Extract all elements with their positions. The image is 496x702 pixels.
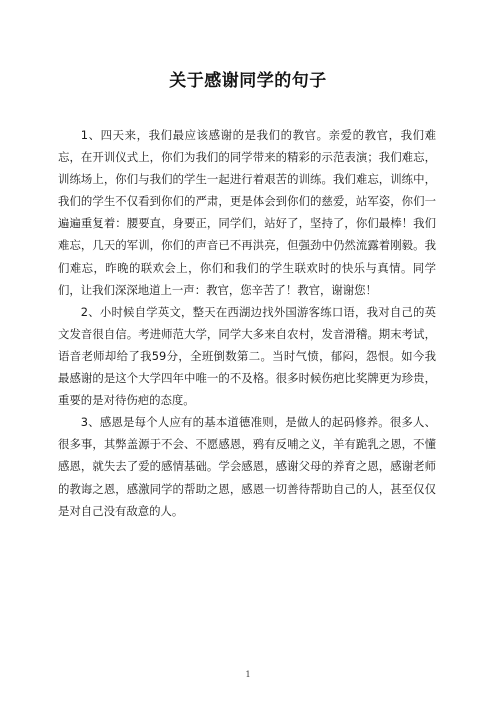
document-body xyxy=(58,124,436,522)
paragraph-1: 1、四天来，我们最应该感谢的是我们的教官。亲爱的教官，我们难忘，在开训仪式上，你们为我们的同学带来的精彩的示范表演；我们难忘，训练场上，你们与我们的学生一起进行着艰苦的训练。我们难忘，训练中，我们的学生不仅看到你们的严肃，更是体会到你们的慈爱，站军姿，你们一遍遍重复着：腰要直，身要正，同学们，站好了，坚持了，你们最棒！我们难忘，几天的军训，你们的声音已不再洪亮，但强劲中仍然流露着刚毅。我们难忘，昨晚的联欢会上，你们和我们的学生联欢时的快乐与真情。同学们，让我们深深地道上一声：教官，您辛苦了！教官，谢谢您！ xyxy=(58,128,436,297)
document-title: 关于感谢同学的句子 xyxy=(169,71,327,91)
page-number: 1 xyxy=(245,670,251,679)
paragraph-2: 2、小时候自学英文，整天在西湖边找外国游客练口语，我对自己的英文发音很自信。考进师范大学，同学大多来自农村，发音滑稽。期末考试，语音老师却给了我59分，全班倒数第二。当时气愤，郁闷，怨恨。如今我最感谢的是这个大学四年中唯一的不及格。很多时候伤疤比奖牌更为珍贵，重要的是对待伤疤的态度。 xyxy=(58,304,436,408)
paragraph-3: 3、感恩是每个人应有的基本道德准则，是做人的起码修养。很多人、很多事，其弊盖源于不会、不愿感恩，鸦有反哺之义，羊有跪乳之恩，不懂感恩，就失去了爱的感情基础。学会感恩，感谢父母的养育之恩，感谢老师的教诲之恩，感激同学的帮助之恩，感恩一切善待帮助自己的人，甚至仅仅是对自己没有敌意的人。 xyxy=(58,415,436,518)
